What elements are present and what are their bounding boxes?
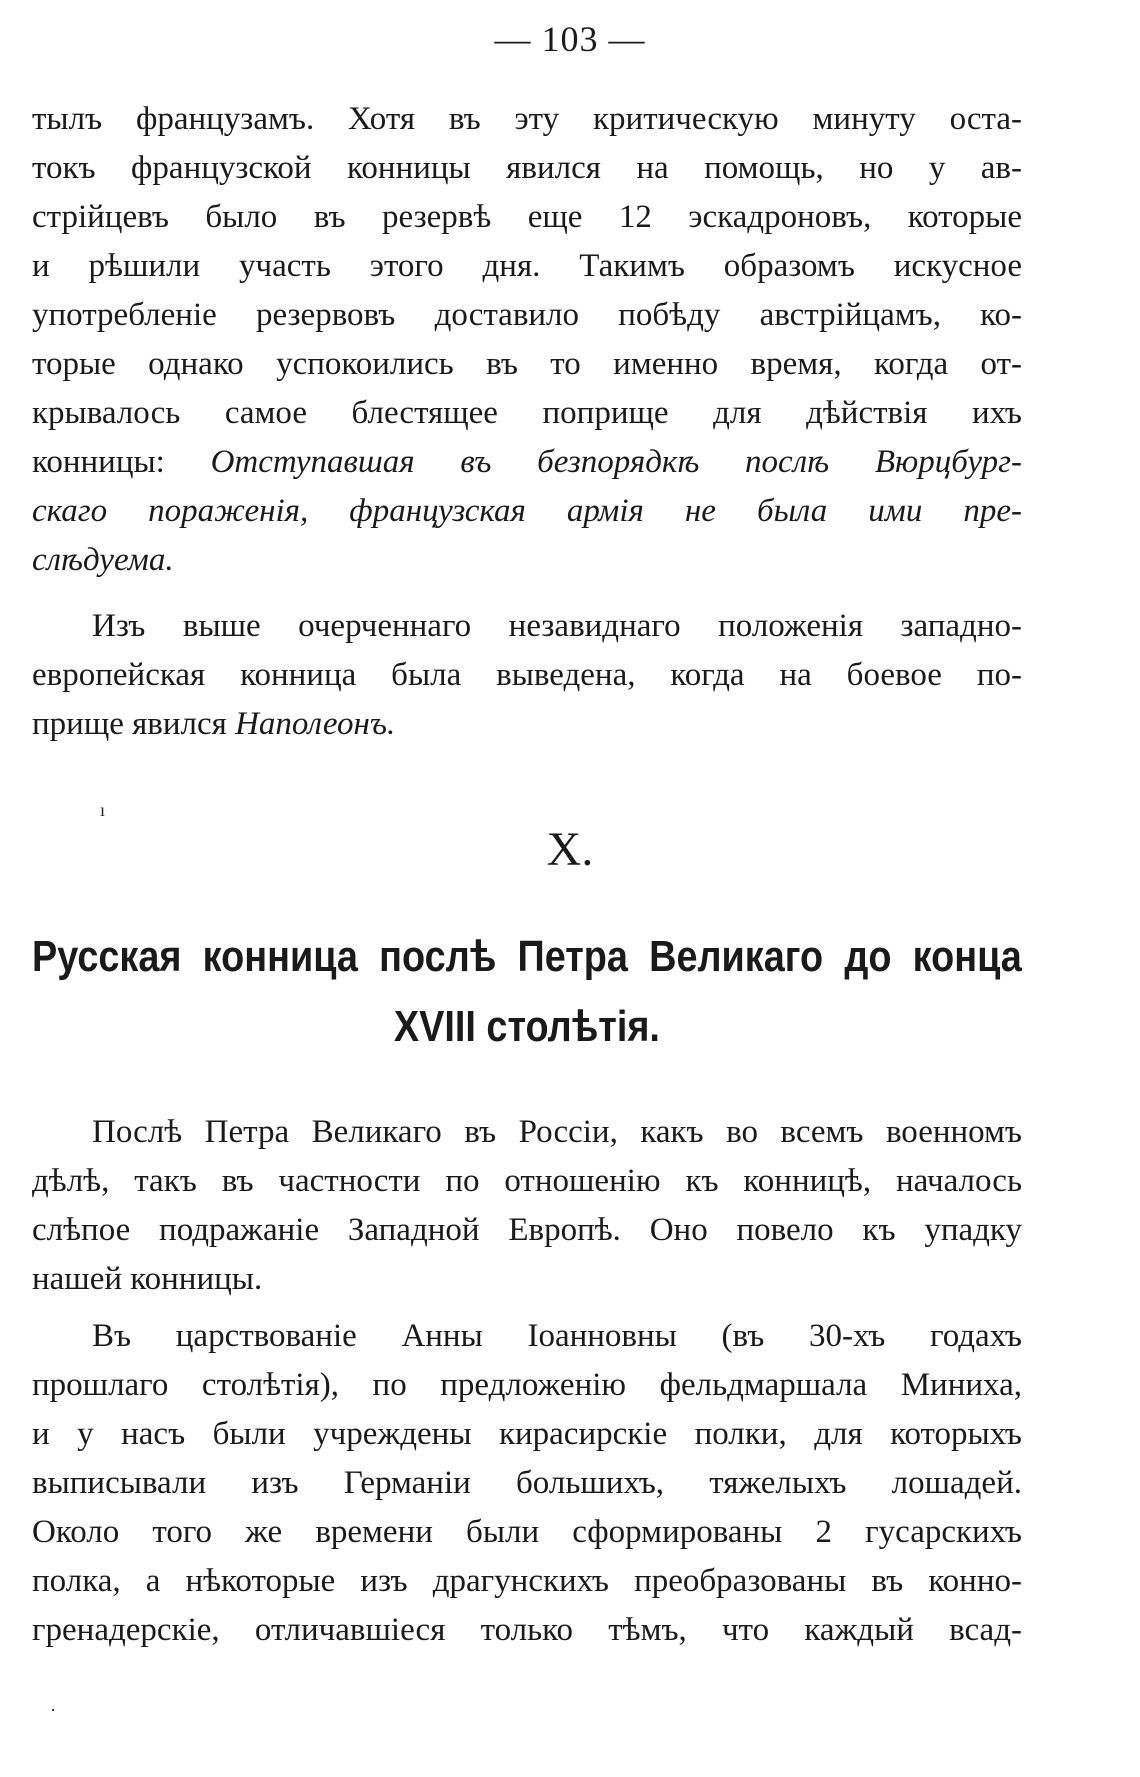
text-line: слѣпое подражаніе Западной Европѣ. Оно повело къ упадку: [32, 1212, 1022, 1248]
text-line: дѣлѣ, такъ въ частности по отношенію къ конницѣ, началось: [32, 1163, 1022, 1199]
text-line: стрійцевъ было въ резервѣ еще 12 эскадроновъ, которые: [32, 199, 1022, 235]
text-line: Въ царствованіе Анны Іоанновны (въ 30-хъ годахъ: [92, 1318, 1022, 1354]
text-line: нашей конницы.: [32, 1261, 263, 1297]
plain-text: прище явился: [32, 706, 236, 742]
italic-line: скаго пораженія, французская армія не была ими пре-: [32, 493, 1022, 529]
text-line: полка, а нѣкоторые изъ драгунскихъ преобразованы въ конно-: [32, 1563, 1022, 1599]
text-line: крывалось самое блестящее поприще для дѣйствія ихъ: [32, 395, 1022, 431]
text-line: торые однако успокоились въ то именно время, когда от-: [32, 346, 1022, 382]
page-number: — 103 —: [494, 19, 646, 59]
paragraph-2: [32, 602, 1022, 749]
text-line-mixed: [32, 438, 1022, 487]
chapter-number: X.: [546, 823, 594, 876]
italic-line: слѣдуема.: [32, 542, 174, 578]
text-line: токъ французской конницы явился на помощь, но у ав-: [32, 150, 1022, 186]
chapter-title-line: XVIII столѣтія.: [393, 1002, 660, 1051]
text-line: употребленіе резервовъ доставило побѣду австрійцамъ, ко-: [32, 297, 1022, 333]
text-line: Около того же времени были сформированы 2 гусарскихъ: [32, 1514, 1022, 1550]
paragraph-3: [32, 1108, 1022, 1304]
paragraph-1: [32, 95, 1022, 585]
italic-text: Наполеонъ.: [235, 706, 396, 742]
text-line-mixed: [32, 700, 1022, 749]
text-line: Послѣ Петра Великаго въ Россіи, какъ во всемъ военномъ: [92, 1114, 1022, 1150]
text-line: тылъ французамъ. Хотя въ эту критическую минуту оста-: [32, 101, 1022, 137]
chapter-title: [32, 922, 1022, 1062]
text-line: европейская конница была выведена, когда на боевое по-: [32, 657, 1022, 693]
text-line: и рѣшили участь этого дня. Такимъ образомъ искусное: [32, 248, 1022, 284]
chapter-title-line: Русская конница послѣ Петра Великаго до конца: [32, 932, 1022, 981]
scan-speck: ı: [100, 800, 106, 820]
italic-text: Отступавшая въ безпорядкѣ послѣ Вюрцбург-: [210, 444, 1023, 480]
text-line: гренадерскіе, отличавшіеся только тѣмъ, что каждый всад-: [32, 1612, 1022, 1648]
paragraph-4: [32, 1312, 1022, 1655]
text-line: выписывали изъ Германіи большихъ, тяжелыхъ лошадей.: [32, 1465, 1022, 1501]
text-line: и у насъ были учреждены кирасирскіе полки, для которыхъ: [32, 1416, 1022, 1452]
text-line: прошлаго столѣтія), по предложенію фельдмаршала Миниха,: [32, 1367, 1022, 1403]
scan-speck: ·: [50, 1700, 56, 1720]
text-line: Изъ выше очерченнаго незавиднаго положенія западно-: [92, 608, 1022, 644]
plain-text: конницы:: [32, 444, 211, 480]
